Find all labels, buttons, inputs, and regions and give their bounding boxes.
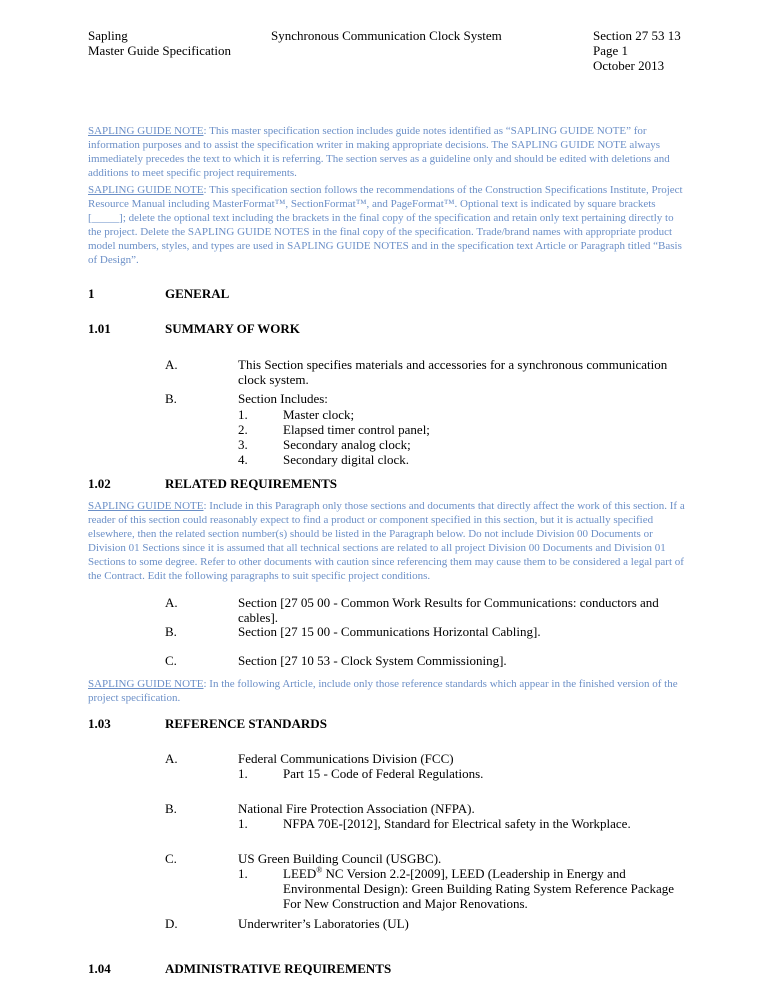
guide-note-text: : Include in this Paragraph only those sections and documents that directly affect the work of this section. If a reader of this section could reasonably expect to find a product or component specified in this section, but it is actually specified elsewhere, then the related section number(s) should be listed in the Paragraph below. Do not include Division 00 Documents or Division 01 Sections since it is assumed that all technical sections are related to all project Division 00 Documents and Division 01 Sections to some degree. Refer to other documents with caution since referencing them may cause them to be considered a legal part of the Contract. Edit the following paragraphs to suit specific project conditions. [88,500,685,582]
leed-description: NC Version 2.2-[2009], LEED (Leadership in Energy and Environmental Design): Green Building Rating System Reference Package For New Construction and Major Renovations. [283,866,674,911]
sub-item-number: 1. [238,407,248,422]
guide-note-3 [88,499,688,583]
sub-item-number: 1. [238,766,248,781]
section-number: Section 27 53 13 [593,28,681,43]
item-text: US Green Building Council (USGBC). [238,851,442,866]
sub-item-text [283,866,693,911]
section-102-title: RELATED REQUIREMENTS [165,476,338,491]
item-letter: B. [165,801,177,816]
item-text: This Section specifies materials and accessories for a synchronous communication clock system. [238,357,668,387]
section-1-number: 1 [88,286,95,301]
item-letter: A. [165,595,178,610]
sub-item-number: 2. [238,422,248,437]
doc-date: October 2013 [593,58,665,73]
item-text: Section [27 15 00 - Communications Horizontal Cabling]. [238,624,541,639]
section-1-title: GENERAL [165,286,230,301]
leed-label: LEED [283,866,317,881]
section-104-number: 1.04 [88,961,111,976]
item-text: Section [27 05 00 - Common Work Results for Communications: conductors and cables]. [238,595,659,625]
header-right [593,28,681,73]
guide-note-tag: SAPLING GUIDE NOTE [88,184,204,196]
sub-item-number: 4. [238,452,248,467]
item-text: Section Includes: [238,391,328,406]
section-102-number: 1.02 [88,476,111,491]
section-103-number: 1.03 [88,716,111,731]
company-name: Sapling [88,28,128,43]
guide-note-text: : This specification section follows the recommendations of the Construction Specifications Institute, Project Resource Manual including MasterFormat™, SectionFormat™, and PageFormat™. Optional text is indicated by square brackets [_____]; delete the optional text including the brackets in the final copy of the specification and retain only text pertaining directly to the project. Delete the SAPLING GUIDE NOTES in the final copy of the specification. Trade/brand names with appropriate product model numbers, styles, and types are used in SAPLING GUIDE NOTES and in the specification text Article or Paragraph titled “Basis of Design”. [88,184,683,266]
sub-item-text: Master clock; [283,407,355,422]
item-text: National Fire Protection Association (NFPA). [238,801,475,816]
item-letter: A. [165,751,178,766]
item-letter: C. [165,851,177,866]
item-text: Section [27 10 53 - Clock System Commissioning]. [238,653,507,668]
header-center [271,28,502,43]
item-letter: A. [165,357,178,372]
doc-title: Synchronous Communication Clock System [271,28,502,43]
guide-note-2 [88,183,688,267]
guide-note-4 [88,677,688,705]
section-104-title: ADMINISTRATIVE REQUIREMENTS [165,961,392,976]
guide-note-text: : In the following Article, include only those reference standards which appear in the finished version of the project specification. [88,678,678,704]
sub-item-number: 1. [238,816,248,831]
page-number: Page 1 [593,43,629,58]
sub-item-text: Part 15 - Code of Federal Regulations. [283,766,484,781]
item-text: Underwriter’s Laboratories (UL) [238,916,409,931]
guide-note-tag: SAPLING GUIDE NOTE [88,678,204,690]
doc-type: Master Guide Specification [88,43,231,58]
sub-item-number: 1. [238,866,248,881]
guide-note-tag: SAPLING GUIDE NOTE [88,125,204,137]
header-left [88,28,231,58]
item-letter: B. [165,624,177,639]
registered-mark: ® [316,865,323,875]
section-101-title: SUMMARY OF WORK [165,321,300,336]
sub-item-text: Elapsed timer control panel; [283,422,430,437]
guide-note-text: : This master specification section includes guide notes identified as “SAPLING GUIDE NOTE” for information purposes and to assist the specification writer in making appropriate decisions. The SAPLING GUIDE NOTE always immediately precedes the text to which it is referring. The section serves as a guideline only and should be edited with deletions and additions to meet specific project requirements. [88,125,670,179]
item-letter: D. [165,916,178,931]
guide-note-tag: SAPLING GUIDE NOTE [88,500,204,512]
sub-item-text: NFPA 70E-[2012], Standard for Electrical safety in the Workplace. [283,816,631,831]
guide-note-1 [88,124,688,180]
sub-item-number: 3. [238,437,248,452]
item-letter: C. [165,653,177,668]
item-letter: B. [165,391,177,406]
section-101-number: 1.01 [88,321,111,336]
section-103-title: REFERENCE STANDARDS [165,716,327,731]
item-text: Federal Communications Division (FCC) [238,751,454,766]
sub-item-text: Secondary analog clock; [283,437,411,452]
sub-item-text: Secondary digital clock. [283,452,409,467]
